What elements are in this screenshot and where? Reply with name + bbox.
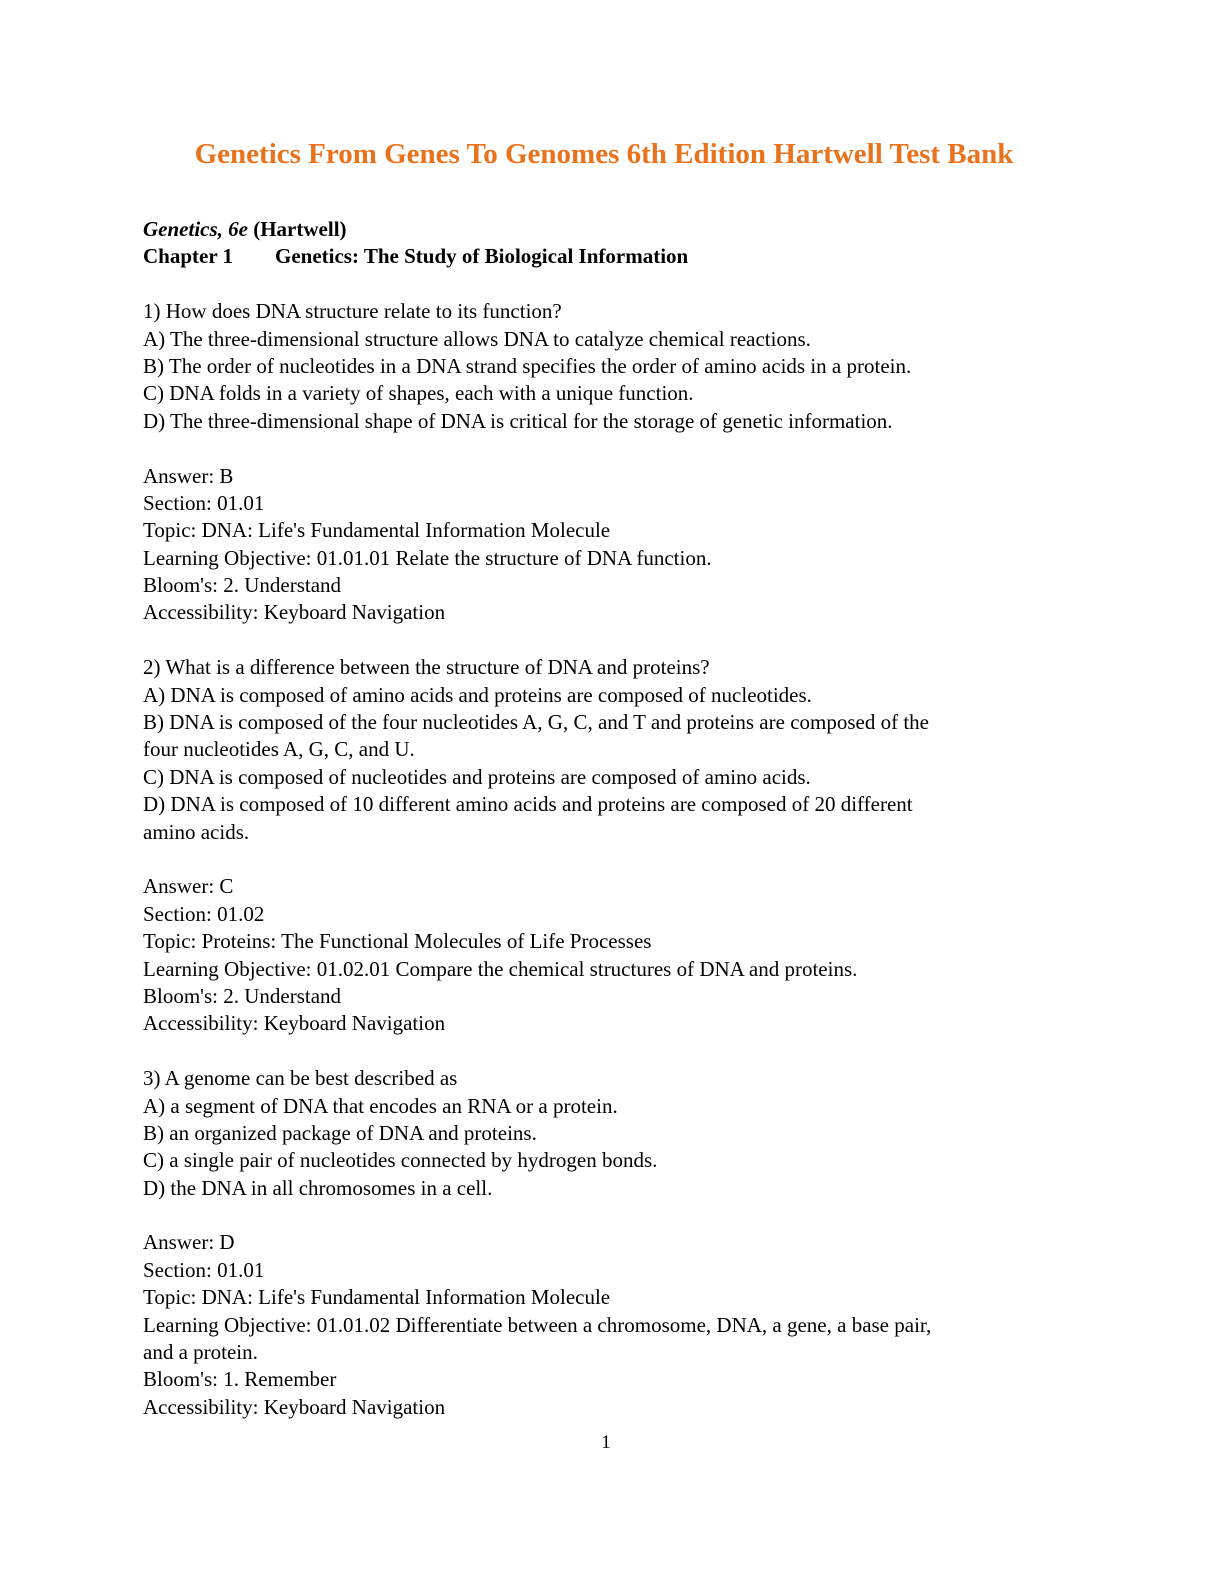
answer-line: Answer: C bbox=[143, 874, 234, 899]
chapter-label: Chapter 1 bbox=[143, 244, 234, 269]
question-option: A) DNA is composed of amino acids and proteins are composed of nucleotides. bbox=[143, 682, 812, 707]
question-stem: 3) A genome can be best described as bbox=[143, 1066, 458, 1091]
metadata-line: Section: 01.01 bbox=[143, 1257, 265, 1282]
question-option: C) a single pair of nucleotides connected by hydrogen bonds. bbox=[143, 1148, 658, 1173]
answer-line: Answer: D bbox=[143, 1230, 235, 1255]
answer-line: Answer: B bbox=[143, 463, 234, 488]
question-option: D) The three-dimensional shape of DNA is critical for the storage of genetic information. bbox=[143, 408, 893, 433]
metadata-line: Accessibility: Keyboard Navigation bbox=[143, 600, 446, 625]
metadata-line: Bloom's: 1. Remember bbox=[143, 1367, 337, 1392]
question-option: D) the DNA in all chromosomes in a cell. bbox=[143, 1175, 493, 1200]
question-option: B) DNA is composed of the four nucleotides A, G, C, and T and proteins are composed of the bbox=[143, 710, 929, 735]
metadata-line: Learning Objective: 01.02.01 Compare the chemical structures of DNA and proteins. bbox=[143, 956, 858, 981]
question-stem: 1) How does DNA structure relate to its function? bbox=[143, 299, 562, 324]
metadata-line: Section: 01.01 bbox=[143, 490, 265, 515]
document-body bbox=[143, 216, 1083, 1421]
metadata-line: Bloom's: 2. Understand bbox=[143, 983, 342, 1008]
metadata-line: Accessibility: Keyboard Navigation bbox=[143, 1394, 446, 1419]
metadata-line: Bloom's: 2. Understand bbox=[143, 573, 342, 598]
metadata-line: Accessibility: Keyboard Navigation bbox=[143, 1011, 446, 1036]
question-option: D) DNA is composed of 10 different amino acids and proteins are composed of 20 different bbox=[143, 792, 913, 817]
metadata-line: Topic: DNA: Life's Fundamental Information Molecule bbox=[143, 518, 611, 543]
page-title: Genetics From Genes To Genomes 6th Edition Hartwell Test Bank bbox=[194, 138, 1014, 170]
metadata-line: and a protein. bbox=[143, 1340, 258, 1365]
metadata-line: Topic: Proteins: The Functional Molecules of Life Processes bbox=[143, 929, 652, 954]
question-block bbox=[143, 654, 1083, 1065]
question-option: A) a segment of DNA that encodes an RNA or a protein. bbox=[143, 1093, 618, 1118]
question-option: B) The order of nucleotides in a DNA strand specifies the order of amino acids in a protein. bbox=[143, 353, 912, 378]
question-option: C) DNA is composed of nucleotides and proteins are composed of amino acids. bbox=[143, 764, 811, 789]
question-option: four nucleotides A, G, C, and U. bbox=[143, 737, 415, 762]
question-block bbox=[143, 1065, 1083, 1421]
question-option: C) DNA folds in a variety of shapes, each with a unique function. bbox=[143, 381, 694, 406]
metadata-line: Section: 01.02 bbox=[143, 901, 265, 926]
question-block bbox=[143, 298, 1083, 654]
book-author: (Hartwell) bbox=[253, 217, 347, 241]
question-list bbox=[143, 298, 1083, 1421]
metadata-line: Learning Objective: 01.01.01 Relate the structure of DNA function. bbox=[143, 545, 712, 570]
book-title: Genetics, 6e bbox=[143, 217, 248, 241]
chapter-title: Genetics: The Study of Biological Information bbox=[275, 244, 689, 269]
page-number: 1 bbox=[601, 1432, 611, 1453]
metadata-line: Topic: DNA: Life's Fundamental Information Molecule bbox=[143, 1285, 611, 1310]
question-option: A) The three-dimensional structure allows DNA to catalyze chemical reactions. bbox=[143, 326, 811, 351]
metadata-line: Learning Objective: 01.01.02 Differentiate between a chromosome, DNA, a gene, a base pair, bbox=[143, 1312, 932, 1337]
book-info bbox=[143, 216, 1083, 243]
question-stem: 2) What is a difference between the structure of DNA and proteins? bbox=[143, 655, 710, 680]
chapter-heading bbox=[143, 243, 1083, 270]
question-option: B) an organized package of DNA and proteins. bbox=[143, 1120, 537, 1145]
question-option: amino acids. bbox=[143, 819, 250, 844]
